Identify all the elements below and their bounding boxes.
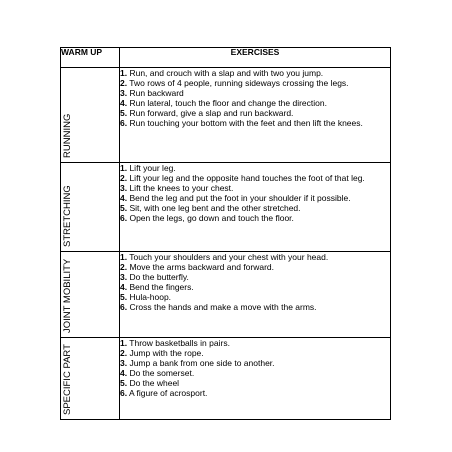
exercise-item	[120, 88, 390, 98]
category-cell	[61, 252, 120, 338]
exercise-text: Jump a bank from one side to another.	[127, 358, 275, 368]
exercise-text: Run, and crouch with a slap and with two you jump.	[127, 68, 324, 78]
exercise-text: Do the wheel	[127, 378, 180, 388]
category-label: JOINT MOBILITY	[62, 258, 73, 333]
exercise-item	[120, 368, 390, 378]
exercise-number: 6.	[120, 213, 128, 223]
header-exercises: EXERCISES	[120, 48, 391, 68]
exercise-text: Run lateral, touch the floor and change the direction.	[127, 98, 327, 108]
exercise-number: 3.	[120, 358, 128, 368]
exercise-item	[120, 388, 390, 398]
exercise-number: 5.	[120, 378, 128, 388]
exercise-number: 1.	[120, 68, 128, 78]
category-label: SPECIFIC PART	[62, 344, 73, 415]
exercise-number: 2.	[120, 78, 128, 88]
exercise-text: Sit, with one leg bent and the other stretched.	[127, 203, 301, 213]
exercise-number: 4.	[120, 282, 128, 292]
exercise-text: Do the butterfly.	[127, 272, 189, 282]
section-row-joint-mobility	[61, 252, 391, 338]
category-label: RUNNING	[62, 113, 73, 158]
exercise-text: Open the legs, go down and touch the floor.	[127, 213, 294, 223]
exercise-text: Do the somerset.	[127, 368, 195, 378]
exercise-item	[120, 252, 390, 262]
exercise-item	[120, 163, 390, 173]
exercise-list	[120, 252, 391, 338]
header-row	[61, 48, 391, 68]
exercise-list	[120, 68, 391, 163]
exercise-item	[120, 193, 390, 203]
exercise-text: Run touching your bottom with the feet and then lift the knees.	[127, 118, 363, 128]
exercise-number: 5.	[120, 292, 128, 302]
exercise-text: A figure of acrosport.	[127, 388, 208, 398]
exercise-number: 4.	[120, 98, 128, 108]
exercise-text: Cross the hands and make a move with the arms.	[127, 302, 317, 312]
exercise-item	[120, 173, 390, 183]
exercise-item	[120, 378, 390, 388]
exercise-item	[120, 78, 390, 88]
exercise-text: Lift your leg.	[127, 163, 176, 173]
exercise-item	[120, 348, 390, 358]
exercise-item	[120, 338, 390, 348]
section-row-stretching	[61, 163, 391, 252]
exercise-text: Throw basketballs in pairs.	[127, 338, 230, 348]
exercise-text: Touch your shoulders and your chest with your head.	[127, 252, 329, 262]
exercise-number: 1.	[120, 338, 128, 348]
header-category: WARM UP	[61, 48, 120, 68]
exercise-text: Hula-hoop.	[127, 292, 172, 302]
category-label: STRETCHING	[62, 185, 73, 247]
exercise-number: 1.	[120, 163, 128, 173]
exercise-item	[120, 358, 390, 368]
exercise-item	[120, 262, 390, 272]
exercise-text: Move the arms backward and forward.	[127, 262, 275, 272]
exercise-text: Lift your leg and the opposite hand touches the foot of that leg.	[127, 173, 365, 183]
exercise-text: Run backward	[127, 88, 184, 98]
exercise-text: Bend the fingers.	[127, 282, 194, 292]
warmup-table	[60, 47, 391, 420]
exercise-number: 6.	[120, 118, 128, 128]
exercise-number: 5.	[120, 108, 128, 118]
exercise-item	[120, 183, 390, 193]
exercise-text: Bend the leg and put the foot in your shoulder if it possible.	[127, 193, 351, 203]
exercise-item	[120, 98, 390, 108]
exercise-item	[120, 272, 390, 282]
section-row-running	[61, 68, 391, 163]
exercise-text: Run forward, give a slap and run backward.	[127, 108, 294, 118]
exercise-item	[120, 203, 390, 213]
exercise-item	[120, 282, 390, 292]
exercise-item	[120, 68, 390, 78]
exercise-number: 6.	[120, 388, 128, 398]
exercise-number: 2.	[120, 262, 128, 272]
category-cell	[61, 163, 120, 252]
exercise-list	[120, 338, 391, 420]
exercise-number: 5.	[120, 203, 128, 213]
exercise-number: 2.	[120, 348, 128, 358]
section-row-specific-part	[61, 338, 391, 420]
exercise-item	[120, 108, 390, 118]
exercise-number: 1.	[120, 252, 128, 262]
exercise-list	[120, 163, 391, 252]
exercise-item	[120, 302, 390, 312]
exercise-item	[120, 292, 390, 302]
exercise-number: 6.	[120, 302, 128, 312]
exercise-text: Lift the knees to your chest.	[127, 183, 234, 193]
exercise-item	[120, 213, 390, 223]
category-cell	[61, 68, 120, 163]
exercise-item	[120, 118, 390, 128]
exercise-number: 4.	[120, 193, 128, 203]
category-cell	[61, 338, 120, 420]
exercise-number: 4.	[120, 368, 128, 378]
exercise-text: Jump with the rope.	[127, 348, 204, 358]
exercise-number: 3.	[120, 88, 128, 98]
exercise-number: 3.	[120, 272, 128, 282]
exercise-number: 3.	[120, 183, 128, 193]
exercise-number: 2.	[120, 173, 128, 183]
exercise-text: Two rows of 4 people, running sideways crossing the legs.	[127, 78, 349, 88]
